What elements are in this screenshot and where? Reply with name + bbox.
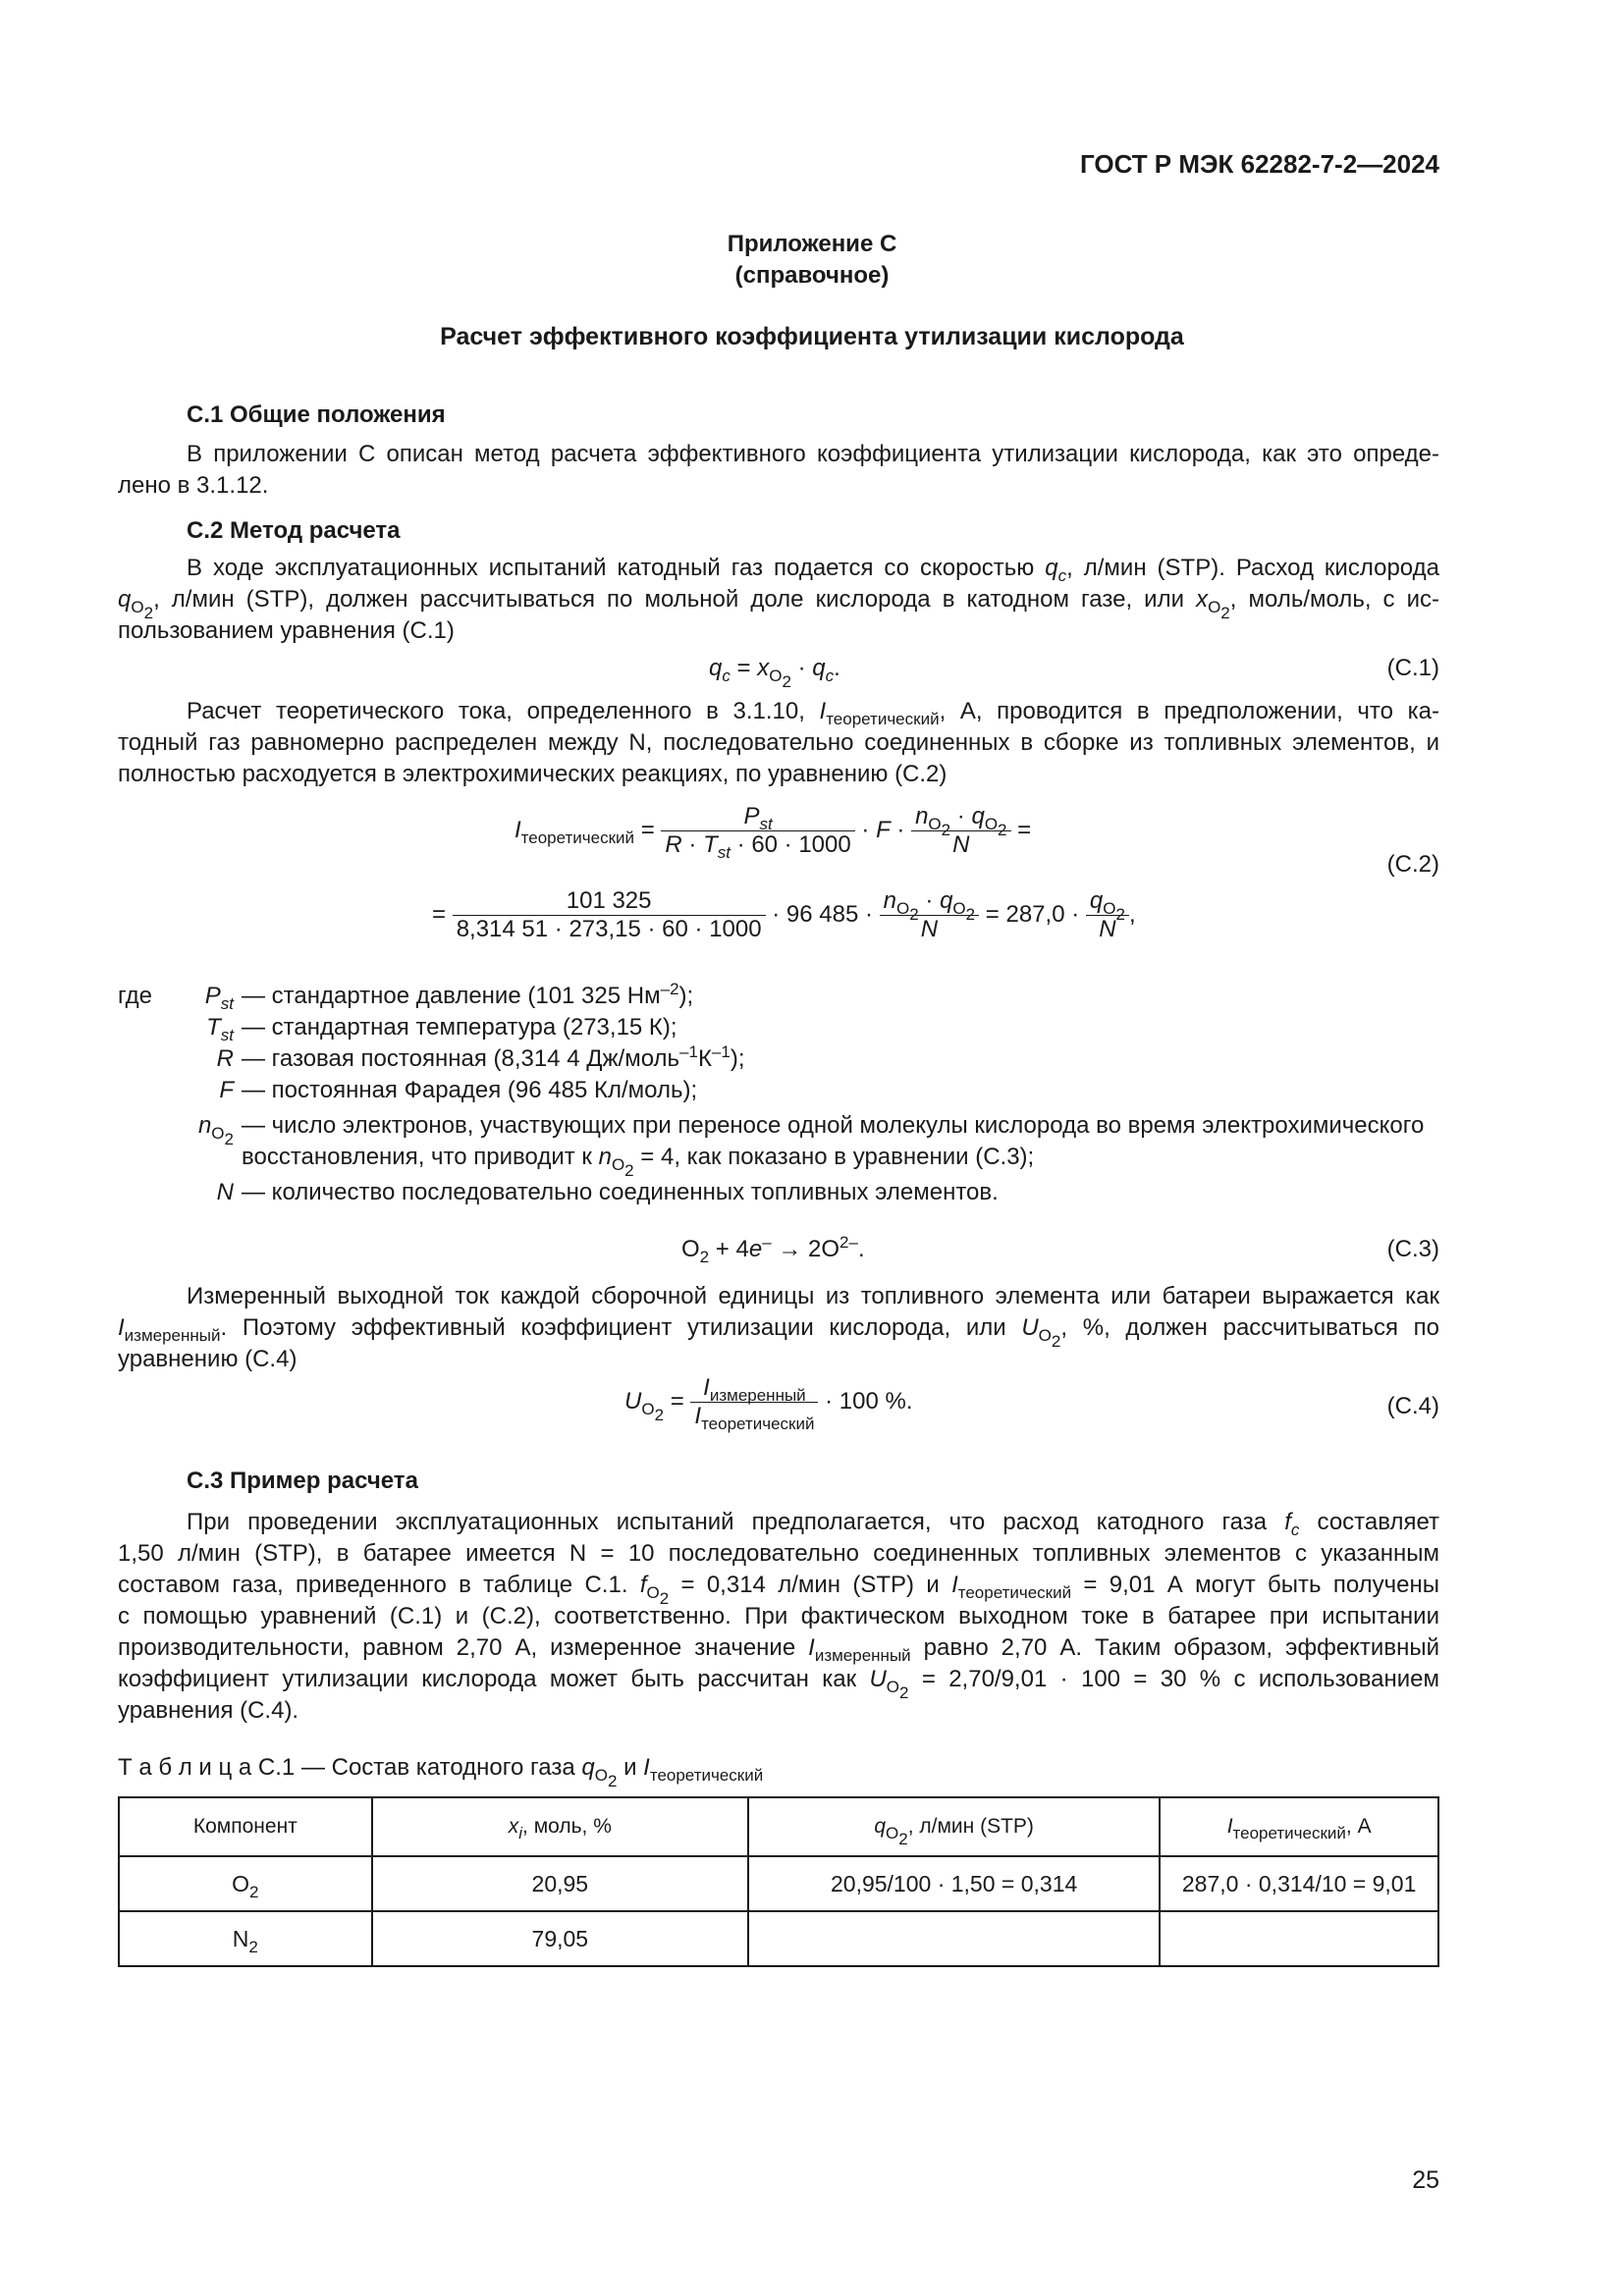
equation-c1: $q_c = x_{O_2} \cdot q_c$.: [709, 655, 840, 691]
symbol-pst: $P_{st}$: [204, 983, 234, 1013]
header-x: $x_i$, моль, %: [372, 1797, 748, 1856]
section-c2-para1-line2: $q_{O_2}$, л/мин (STP), должен рассчитываться по мольной доле кислорода в катодном газе, или $x_{O_2}$, моль/моль, с ис-: [118, 586, 1440, 622]
section-c1-heading: С.1 Общие положения: [187, 401, 446, 428]
cell-q: 20,95/100 · 1,50 = 0,314: [748, 1856, 1160, 1911]
fraction-pst: $\frac{P_{st}}{R \cdot T_{st} \cdot 60 \cdot 1000}$: [661, 803, 854, 859]
definition-no2-line1: — число электронов, участвующих при переносе одной молекулы кислорода во время электрохимического: [242, 1112, 1425, 1139]
header-q: $q_{O_2}$, л/мин (STP): [748, 1797, 1160, 1856]
section-c3-line6: коэффициент утилизации кислорода может быть рассчитан как $U_{O_2} = 2,70/9,01 \cdot 100 = 30$ % с использованием: [118, 1666, 1439, 1702]
cell-i: 287,0 · 0,314/10 = 9,01: [1160, 1856, 1438, 1911]
table-row: [119, 1911, 1438, 1966]
appendix-title: Расчет эффективного коэффициента утилизации кислорода: [440, 323, 1184, 350]
equation-c4: $U_{O_2}$ = $\frac{I_{измеренный}}{I_{теоретический}}$ · 100 %.: [624, 1374, 913, 1433]
section-c1-text-line2: лено в 3.1.12.: [118, 472, 269, 499]
definition-no2-line2: восстановления, что приводит к $n_{O_2} = 4$, как показано в уравнении (С.3);: [242, 1144, 1035, 1180]
gas-composition-table: [118, 1796, 1439, 1967]
fraction-utilization: $\frac{I_{измеренный}}{I_{теоретический}}$: [690, 1374, 818, 1430]
appendix-label: Приложение С: [727, 231, 897, 257]
equation-c4-number: (С.4): [1386, 1393, 1439, 1419]
appendix-type: (справочное): [734, 262, 890, 289]
equation-c2-number: (С.2): [1386, 851, 1439, 878]
equation-c2-line2: = $\frac{101 325}{8,314 51 \cdot 273,15 \cdot 60 \cdot 1000}$ · 96 485 · $\frac{n_{O_2} \cdot q_{O_2}}{N}$ = 287,0 · $\frac{q_{O_2}}{N}$ ,: [432, 887, 1136, 942]
cell-q: [748, 1911, 1160, 1966]
symbol-r: R: [216, 1045, 234, 1072]
fraction-n-q-2: $\frac{n_{O_2} \cdot q_{O_2}}{N}$: [880, 887, 979, 943]
table-row: [119, 1856, 1438, 1911]
symbol-no2: $n_{O_2}$: [197, 1112, 234, 1148]
header-i: $I_{теоретический}$, А: [1160, 1797, 1438, 1856]
section-c2-para1-line3: пользованием уравнения (С.1): [118, 617, 455, 644]
fraction-n-q: $\frac{n_{O_2} \cdot q_{O_2}}{N}$: [911, 803, 1010, 859]
definitions-where: где: [118, 983, 153, 1009]
fraction-q-n: $\frac{q_{O_2}}{N}$: [1086, 887, 1129, 943]
definition-n: — количество последовательно соединенных топливных элементов.: [242, 1179, 999, 1205]
table-header-row: [119, 1797, 1438, 1856]
section-c3-line1: При проведении эксплуатационных испытаний предполагается, что расход катодного газа $f_c$ составляет: [187, 1509, 1439, 1539]
section-c3-line5: производительности, равном 2,70 А, измеренное значение $I_{измеренный}$ равно 2,70 А. Таким образом, эффективный: [118, 1634, 1439, 1665]
table-caption: Т а б л и ц а С.1 — Состав катодного газа $q_{O_2}$ и $I_{теоретический}$: [118, 1754, 764, 1790]
cell-x: 79,05: [372, 1911, 748, 1966]
section-c2-para2-line2: тодный газ равномерно распределен между N, последовательно соединенных в сборке из топливных элементов, и: [118, 729, 1439, 756]
section-c2-para1-line1: В ходе эксплуатационных испытаний катодный газ подается со скоростью $q_c$, л/мин (STP). Расход кислорода: [187, 555, 1439, 585]
section-c2-para3-line2: $I_{измеренный}$. Поэтому эффективный коэффициент утилизации кислорода, или $U_{O_2}$, %, должен рассчитываться по: [118, 1314, 1440, 1351]
section-c2-para3-line1: Измеренный выходной ток каждой сборочной единицы из топливного элемента или батареи выражается как: [187, 1283, 1439, 1309]
definition-pst: — стандартное давление (101 325 $Нм^{-2}$);: [242, 980, 694, 1009]
definition-r: — газовая постоянная (8,314 4 $Дж/моль^{-1}К^{-1}$);: [242, 1042, 745, 1072]
section-c3-line3: составом газа, приведенного в таблице С.1. $f_{O_2} = 0,314$ л/мин (STP) и $I_{теоретический} = 9,01$ А могут быть получены: [118, 1572, 1439, 1608]
section-c2-para2-line3: полностью расходуется в электрохимических реакциях, по уравнению (С.2): [118, 761, 947, 787]
section-c3-line2: 1,50 л/мин (STP), в батарее имеется N = 10 последовательно соединенных топливных элементов с указанным: [118, 1540, 1439, 1567]
cell-component: $N_2$: [119, 1911, 372, 1966]
section-c1-text-line1: В приложении С описан метод расчета эффективного коэффициента утилизации кислорода, как это опреде-: [187, 441, 1439, 467]
section-c3-heading: С.3 Пример расчета: [187, 1468, 418, 1494]
section-c2-heading: С.2 Метод расчета: [187, 517, 401, 544]
equation-c3: $O_2 + 4e^- \to 2O^{2-}$.: [681, 1233, 865, 1266]
fraction-constants: $\frac{101 325}{8,314 51 \cdot 273,15 \cdot 60 \cdot 1000}$: [453, 887, 766, 943]
document-id: ГОСТ Р МЭК 62282-7-2—2024: [1079, 149, 1439, 179]
cell-i: [1160, 1911, 1438, 1966]
cell-component: $O_2$: [119, 1856, 372, 1911]
symbol-tst: $T_{st}$: [206, 1014, 234, 1044]
definition-f: — постоянная Фарадея (96 485 Кл/моль);: [242, 1077, 698, 1103]
definition-tst: — стандартная температура (273,15 К);: [242, 1014, 677, 1041]
section-c2-para3-line3: уравнению (С.4): [118, 1346, 298, 1372]
page-number: 25: [1412, 2166, 1439, 2194]
section-c3-line7: уравнения (С.4).: [118, 1697, 299, 1724]
equation-c1-number: (С.1): [1386, 655, 1439, 681]
equation-c3-number: (С.3): [1386, 1236, 1439, 1262]
section-c3-line4: с помощью уравнений (С.1) и (С.2), соответственно. При фактическом выходном токе в батарее при испытании: [118, 1603, 1439, 1629]
header-component: Компонент: [119, 1797, 372, 1856]
cell-x: 20,95: [372, 1856, 748, 1911]
symbol-f: F: [219, 1077, 234, 1103]
section-c2-para2-line1: Расчет теоретического тока, определенного в 3.1.10, $I_{теоретический}$, А, проводится в предположении, что ка-: [187, 698, 1439, 728]
equation-c2-line1: $I_{теоретический}$ = $\frac{P_{st}}{R \cdot T_{st} \cdot 60 \cdot 1000}$ · F · $\frac{n_{O_2} \cdot q_{O_2}}{N}$ =: [514, 803, 1032, 862]
symbol-n: N: [216, 1179, 234, 1205]
